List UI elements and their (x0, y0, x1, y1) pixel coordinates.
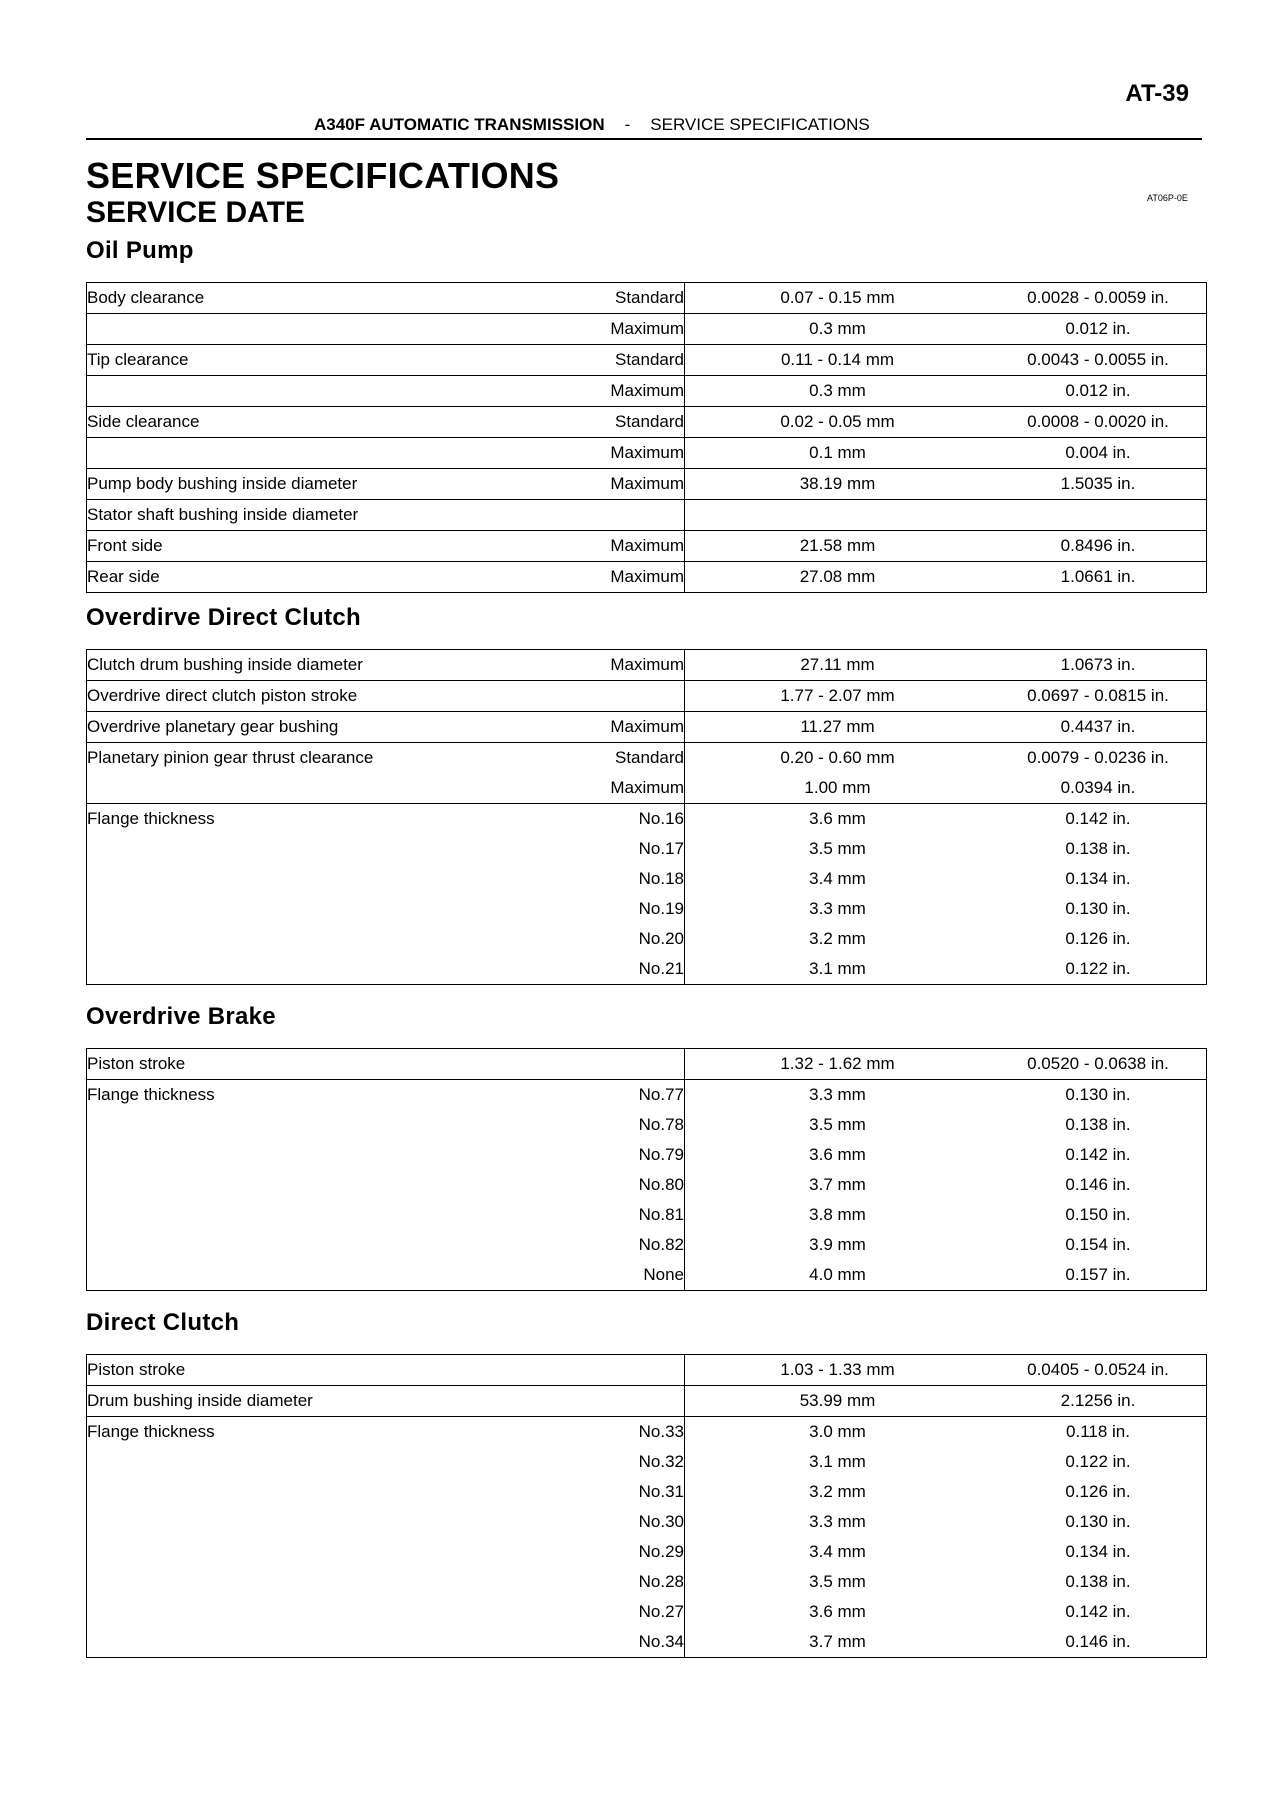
spec-inch-value: 0.0043 - 0.0055 in. (990, 345, 1207, 376)
spec-item (87, 1200, 533, 1230)
spec-inch-value: 0.146 in. (1065, 1175, 1131, 1194)
spec-condition (532, 681, 685, 712)
spec-table-oil-pump (86, 282, 1207, 593)
spec-condition: No.32 (532, 1447, 685, 1477)
spec-inch-value: 0.154 in. (1065, 1235, 1131, 1254)
spec-metric-value: 0.11 - 0.14 mm (685, 345, 991, 376)
spec-item (87, 773, 533, 804)
spec-item (87, 954, 533, 985)
table-row (87, 469, 1207, 500)
table-row (87, 1597, 1207, 1627)
spec-inch-value: 2.1256 in. (990, 1386, 1207, 1417)
spec-inch-value: 0.138 in. (1065, 1572, 1131, 1591)
spec-inch-value: 0.130 in. (1065, 899, 1131, 918)
table-row (87, 1567, 1207, 1597)
spec-condition: None (532, 1260, 685, 1291)
section-title-overdirve-direct-clutch: Overdirve Direct Clutch (86, 604, 361, 631)
spec-condition: Standard (532, 345, 685, 376)
table-row (87, 1080, 1207, 1111)
spec-table-direct-clutch (86, 1354, 1207, 1658)
table-row (87, 954, 1207, 985)
spec-inch-value: 0.157 in. (1065, 1265, 1131, 1284)
spec-item (87, 438, 533, 469)
spec-condition (532, 1049, 685, 1080)
spec-item: Drum bushing inside diameter (87, 1386, 533, 1417)
spec-item (87, 864, 533, 894)
spec-metric-value: 3.4 mm (809, 1542, 866, 1561)
spec-item: Piston stroke (87, 1054, 186, 1073)
spec-item (87, 1567, 533, 1597)
spec-metric-value: 3.5 mm (809, 839, 866, 858)
spec-item (87, 834, 533, 864)
spec-condition: No.33 (532, 1417, 685, 1448)
spec-condition: Maximum (532, 562, 685, 593)
page-subtitle: SERVICE DATE (86, 196, 305, 229)
spec-item: Side clearance (87, 407, 533, 438)
spec-item (87, 1170, 533, 1200)
section-title-overdrive-brake: Overdrive Brake (86, 1003, 276, 1030)
spec-inch-value: 0.0079 - 0.0236 in. (990, 743, 1207, 774)
spec-inch-value: 0.142 in. (1065, 1602, 1131, 1621)
spec-item (87, 314, 533, 345)
spec-inch-value: 0.012 in. (990, 376, 1207, 407)
spec-metric-value: 53.99 mm (685, 1386, 991, 1417)
spec-metric-value: 3.5 mm (809, 1115, 866, 1134)
spec-inch-value: 0.130 in. (990, 1080, 1207, 1111)
spec-condition: No.77 (532, 1080, 685, 1111)
table-row (87, 531, 1207, 562)
spec-condition: No.82 (532, 1230, 685, 1260)
table-row (87, 1230, 1207, 1260)
spec-condition: No.16 (532, 804, 685, 835)
spec-inch-value: 0.142 in. (1065, 1145, 1131, 1164)
spec-inch-value: 0.126 in. (1065, 1482, 1131, 1501)
spec-item (87, 1230, 533, 1260)
spec-condition: Standard (532, 743, 685, 774)
table-row (87, 1447, 1207, 1477)
table-row (87, 1049, 1207, 1080)
spec-condition: No.78 (532, 1110, 685, 1140)
spec-inch-value: 0.0394 in. (1060, 778, 1136, 797)
spec-condition: No.80 (532, 1170, 685, 1200)
spec-item (87, 376, 533, 407)
spec-inch-value: 0.8496 in. (990, 531, 1207, 562)
spec-condition: No.19 (532, 894, 685, 924)
table-row (87, 562, 1207, 593)
spec-condition: No.21 (532, 954, 685, 985)
spec-metric-value: 3.6 mm (809, 1145, 866, 1164)
table-row (87, 407, 1207, 438)
spec-item (87, 894, 533, 924)
spec-inch-value: 0.012 in. (990, 314, 1207, 345)
spec-inch-value: 1.0661 in. (990, 562, 1207, 593)
spec-inch-value: 0.118 in. (990, 1417, 1207, 1448)
spec-condition: No.30 (532, 1507, 685, 1537)
spec-inch-value: 0.150 in. (1065, 1205, 1131, 1224)
table-row (87, 1417, 1207, 1448)
spec-condition: Maximum (532, 773, 685, 804)
table-row (87, 1537, 1207, 1567)
table-row (87, 283, 1207, 314)
spec-item: Flange thickness (87, 804, 533, 835)
spec-metric-value: 0.07 - 0.15 mm (780, 288, 895, 307)
spec-metric-value: 3.8 mm (809, 1205, 866, 1224)
header-section: SERVICE SPECIFICATIONS (650, 115, 870, 134)
spec-inch-value: 0.134 in. (1065, 869, 1131, 888)
spec-condition (532, 1386, 685, 1417)
spec-item: Overdrive direct clutch piston stroke (87, 681, 533, 712)
spec-metric-value: 38.19 mm (685, 469, 991, 500)
table-row (87, 681, 1207, 712)
spec-item: Clutch drum bushing inside diameter (87, 655, 363, 674)
spec-item: Piston stroke (87, 1360, 186, 1379)
spec-inch-value: 0.122 in. (1065, 959, 1131, 978)
spec-item (87, 1110, 533, 1140)
spec-item: Front side (87, 531, 533, 562)
spec-inch-value: 0.004 in. (990, 438, 1207, 469)
spec-item (87, 1627, 533, 1658)
spec-metric-value: 0.1 mm (685, 438, 991, 469)
table-row (87, 1355, 1207, 1386)
spec-metric-value: 3.6 mm (685, 804, 991, 835)
table-row (87, 376, 1207, 407)
spec-metric-value: 1.03 - 1.33 mm (780, 1360, 895, 1379)
table-row (87, 743, 1207, 774)
table-row (87, 1627, 1207, 1658)
spec-condition: No.31 (532, 1477, 685, 1507)
spec-metric-value: 1.32 - 1.62 mm (780, 1054, 895, 1073)
spec-item (87, 1260, 533, 1291)
spec-metric-value: 3.3 mm (685, 1080, 991, 1111)
spec-condition: No.28 (532, 1567, 685, 1597)
spec-condition: Maximum (532, 469, 685, 500)
spec-metric-value: 1.00 mm (804, 778, 871, 797)
spec-item (87, 1447, 533, 1477)
spec-inch-value: 0.0405 - 0.0524 in. (1027, 1360, 1169, 1379)
spec-metric-value: 3.1 mm (809, 1452, 866, 1471)
spec-item: Planetary pinion gear thrust clearance (87, 743, 533, 774)
spec-condition: Standard (532, 283, 685, 314)
spec-metric-value: 0.3 mm (685, 314, 991, 345)
spec-inch-value: 0.126 in. (1065, 929, 1131, 948)
spec-inch-value: 0.0520 - 0.0638 in. (1027, 1054, 1169, 1073)
spec-inch-value: 0.0028 - 0.0059 in. (1027, 288, 1169, 307)
spec-inch-value: 0.0697 - 0.0815 in. (990, 681, 1207, 712)
spec-item: Overdrive planetary gear bushing (87, 712, 533, 743)
spec-item (87, 1597, 533, 1627)
spec-metric-value: 3.7 mm (809, 1632, 866, 1651)
document-code: AT06P-0E (1147, 193, 1188, 203)
spec-table-overdirve-direct-clutch (86, 649, 1207, 985)
spec-inch-value: 0.138 in. (1065, 839, 1131, 858)
spec-condition: Maximum (532, 314, 685, 345)
spec-item (87, 924, 533, 954)
spec-metric-value: 0.20 - 0.60 mm (685, 743, 991, 774)
header-title: A340F AUTOMATIC TRANSMISSION (314, 115, 605, 134)
spec-item: Flange thickness (87, 1080, 533, 1111)
spec-metric-value: 27.11 mm (800, 655, 875, 674)
table-row (87, 924, 1207, 954)
spec-metric-value: 0.02 - 0.05 mm (685, 407, 991, 438)
spec-metric-value: 3.5 mm (809, 1572, 866, 1591)
spec-inch-value: 0.0008 - 0.0020 in. (990, 407, 1207, 438)
table-row (87, 1110, 1207, 1140)
spec-metric-value: 3.2 mm (809, 929, 866, 948)
spec-item (87, 1477, 533, 1507)
spec-metric-value: 3.7 mm (809, 1175, 866, 1194)
table-row (87, 894, 1207, 924)
spec-inch-value: 0.134 in. (1065, 1542, 1131, 1561)
spec-metric-value (685, 500, 991, 531)
spec-table-overdrive-brake (86, 1048, 1207, 1291)
section-title-oil-pump: Oil Pump (86, 237, 194, 264)
spec-condition: No.81 (532, 1200, 685, 1230)
spec-metric-value: 3.0 mm (685, 1417, 991, 1448)
spec-metric-value: 11.27 mm (685, 712, 991, 743)
table-row (87, 1507, 1207, 1537)
spec-metric-value: 0.3 mm (685, 376, 991, 407)
spec-condition: No.79 (532, 1140, 685, 1170)
table-row (87, 834, 1207, 864)
spec-inch-value: 0.130 in. (1065, 1512, 1131, 1531)
table-row (87, 712, 1207, 743)
table-row (87, 1170, 1207, 1200)
table-row (87, 1477, 1207, 1507)
section-title-direct-clutch: Direct Clutch (86, 1309, 240, 1336)
spec-condition: Maximum (532, 650, 685, 681)
spec-condition (532, 500, 685, 531)
spec-condition: Maximum (532, 712, 685, 743)
spec-item: Body clearance (87, 288, 205, 307)
table-row (87, 650, 1207, 681)
spec-inch-value: 0.4437 in. (990, 712, 1207, 743)
spec-condition: No.27 (532, 1597, 685, 1627)
spec-item (87, 1140, 533, 1170)
table-row (87, 314, 1207, 345)
spec-item (87, 1507, 533, 1537)
spec-item: Pump body bushing inside diameter (87, 469, 533, 500)
spec-condition: Maximum (532, 376, 685, 407)
spec-metric-value: 27.08 mm (685, 562, 991, 593)
spec-condition: No.29 (532, 1537, 685, 1567)
header-separator: - (624, 115, 631, 134)
spec-inch-value: 0.122 in. (1065, 1452, 1131, 1471)
spec-metric-value: 3.4 mm (809, 869, 866, 888)
spec-item: Tip clearance (87, 345, 533, 376)
spec-condition (532, 1355, 685, 1386)
spec-condition: No.18 (532, 864, 685, 894)
spec-metric-value: 1.77 - 2.07 mm (685, 681, 991, 712)
spec-inch-value (990, 500, 1207, 531)
spec-condition: Standard (532, 407, 685, 438)
spec-condition: Maximum (532, 438, 685, 469)
spec-metric-value: 3.6 mm (809, 1602, 866, 1621)
page-title: SERVICE SPECIFICATIONS (86, 155, 560, 196)
spec-metric-value: 21.58 mm (685, 531, 991, 562)
table-row (87, 1260, 1207, 1291)
spec-inch-value: 0.138 in. (1065, 1115, 1131, 1134)
table-row (87, 345, 1207, 376)
spec-item (87, 1537, 533, 1567)
table-row (87, 438, 1207, 469)
table-row (87, 1140, 1207, 1170)
spec-inch-value: 0.146 in. (1065, 1632, 1131, 1651)
running-header (86, 114, 1202, 140)
table-row (87, 500, 1207, 531)
spec-metric-value: 3.3 mm (809, 1512, 866, 1531)
spec-inch-value: 0.142 in. (990, 804, 1207, 835)
table-row (87, 804, 1207, 835)
table-row (87, 773, 1207, 804)
spec-metric-value: 3.2 mm (809, 1482, 866, 1501)
spec-inch-value: 1.0673 in. (1060, 655, 1136, 674)
page-number: AT-39 (1125, 80, 1189, 107)
spec-metric-value: 3.9 mm (809, 1235, 866, 1254)
table-row (87, 1386, 1207, 1417)
spec-condition: No.20 (532, 924, 685, 954)
spec-metric-value: 3.1 mm (809, 959, 866, 978)
spec-condition: No.34 (532, 1627, 685, 1658)
spec-condition: No.17 (532, 834, 685, 864)
spec-item: Flange thickness (87, 1417, 533, 1448)
spec-item: Stator shaft bushing inside diameter (87, 500, 533, 531)
spec-inch-value: 1.5035 in. (990, 469, 1207, 500)
table-row (87, 1200, 1207, 1230)
spec-item: Rear side (87, 562, 533, 593)
spec-metric-value: 3.3 mm (809, 899, 866, 918)
spec-metric-value: 4.0 mm (809, 1265, 866, 1284)
table-row (87, 864, 1207, 894)
spec-condition: Maximum (532, 531, 685, 562)
